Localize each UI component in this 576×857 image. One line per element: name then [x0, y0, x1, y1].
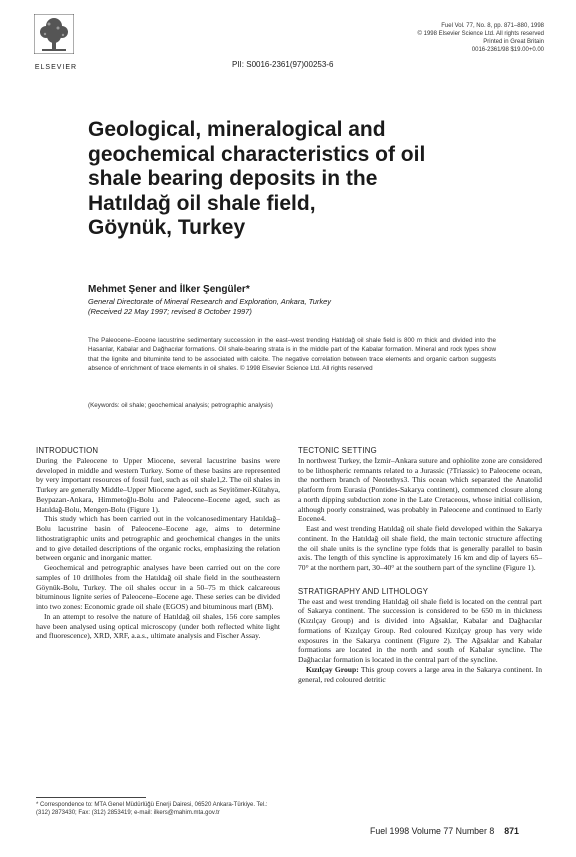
journal-meta-line: 0016-2361/98 $19.00+0.00 [471, 47, 544, 53]
title-line: Geological, mineralogical and [88, 118, 386, 141]
footnote-divider [36, 797, 146, 798]
journal-meta [394, 22, 544, 54]
section-heading-introduction: INTRODUCTION [36, 446, 99, 455]
section-heading-tectonic-setting: TECTONIC SETTING [298, 446, 377, 455]
authors: Mehmet Şener and İlker Şengüler* [88, 284, 250, 295]
title-line: geochemical characteristics of oil [88, 142, 426, 166]
paper-title [88, 118, 488, 241]
right-column [298, 446, 542, 684]
body-paragraph: In northwest Turkey, the İzmir–Ankara suture and ophiolite zone are considered to be lithospheric remnants related to a Jurassic (?Triassic) to Paleocene ocean, the northern branch of Neotethys3. This ocean which separated the Anatolid platform from Eurasia (Pontides-Sakarya continent), commenced closure along a north dipping subduction zone in the Late Cretaceous, whose initial collision, although poorly constrained, was probably in Paleocene and continued to Early Eocene4. [298, 455, 542, 524]
section-heading-stratigraphy: STRATIGRAPHY AND LITHOLOGY [298, 586, 429, 596]
correspondence-footnote: * Correspondence to: MTA Genel Müdürlüğü Enerji Dairesi, 06520 Ankara-Türkiye. Tel.: (312) 2873430; Fax: (312) 2853419; e-mail: ilkers@mahim.mta.gov.tr [36, 802, 268, 817]
affiliation-block [88, 297, 508, 317]
publisher-name: ELSEVIER [34, 64, 78, 71]
body-paragraph [298, 665, 542, 685]
body-paragraph: East and west trending Hatıldağ oil shale field developed within the Sakarya continent. In the Hatıldağ oil shale field, the main tectonic structure affecting the oil shale units is the syncline type folds that is generally parallel to basin axis. The length of this syncline is approximately 16 km and dip of layers 65–70° at the northern part, 30–40° at the southern part of the syncline (Figure 1). [298, 524, 542, 572]
received-dates: (Received 22 May 1997; revised 8 October 1997) [88, 307, 252, 316]
kizilcay-group-term: Kızılçay Group: [306, 664, 359, 674]
footer-journal: Fuel 1998 Volume 77 Number 8 [370, 826, 495, 836]
title-line: Göynük, Turkey [88, 216, 246, 239]
elsevier-tree-logo-icon [34, 14, 74, 54]
title-line: Hatıldağ oil shale field, [88, 191, 316, 215]
pii-code: PII: S0016-2361(97)00253-6 [232, 60, 334, 69]
affiliation: General Directorate of Mineral Research and Exploration, Ankara, Turkey [88, 297, 332, 306]
body-paragraph: During the Paleocene to Upper Miocene, several lacustrine basins were developed in middle and western Turkey. Some of these basins are represented by very important resources of fossil fuel, such as oil shale1,2. The oil shales in Turkey are generally Middle–Upper Miocene aged, such as Seyitömer-Kütahya, Beypazarı-Ankara, Himmetoğlu-Bolu and Paleocene–Eocene aged, such as Hatıldağ-Bolu, Mengen-Bolu (Figure 1). [36, 455, 280, 514]
journal-meta-line: Fuel Vol. 77, No. 8, pp. 871–880, 1998 [441, 23, 544, 29]
page-number: 871 [504, 826, 519, 836]
body-paragraph: The east and west trending Hatıldağ oil shale field is located on the central part of Sakarya continent. The succession is considered to be 650 m in thickness (Kızılçay Group) and is divided into Ağsaklar, Kabalar and Dağhacılar formations of Kızılçay Group. Red coloured Kızılçay group has very wide exposures in the Sakarya continent (Figure 2). The Ağsaklar and Kabalar formations are located in the north and south of Kabalar syncline. The Dağhacılar formation is located in the central part of the syncline. [298, 596, 542, 664]
kizilcay-group-text: This group covers a large area in the Sakarya continent. In general, red coloured detritic [298, 664, 542, 684]
keywords: (Keywords: oil shale; geochemical analysis; petrographic analysis) [88, 402, 273, 409]
journal-meta-line: Printed in Great Britain [483, 39, 544, 45]
title-line: shale bearing deposits in the [88, 167, 378, 190]
left-column [36, 446, 280, 641]
page-footer [370, 826, 519, 836]
body-paragraph: In an attempt to resolve the nature of Hatıldağ oil shales, 156 core samples have been analysed using optical microscopy (under both reflected white light and fluorescence), XRD, XRF, a.a.s., ultimate analysis and Fischer Assay. [36, 611, 280, 641]
body-paragraph: This study which has been carried out in the volcanosedimentary Hatıldağ–Bolu lacustrine basin of Paleocene–Eocene age, aims to determine lithostratigraphic units and petrographic and geochemical changes in the units and to give detailed descriptions of the organic rocks, emphasizing the relation between organic and inorganic matter. [36, 514, 280, 563]
abstract: The Paleocene–Eocene lacustrine sedimentary succession in the east–west trending Hatıldağ oil shale field is 800 m thick and divided into the Hasanlar, Kabalar and Dağhacılar formations. Oil shale-bearing strata is in the middle part of the Kabalar formation. Mineral and rock types show that the lignite and bituminite tend to be associated with calcite. The negative correlation between trace elements and organic carbon suggests absence of enrichment of trace elements in oil shales. © 1998 Elsevier Science Ltd. All rights reserved [88, 337, 496, 373]
body-paragraph: Geochemical and petrographic analyses have been carried out on the core samples of 10 drillholes from the Hatıldağ oil shale field in the southeastern Göynük-Bolu, Turkey. The oil shales occur in a 50–75 m thick calcareous bituminous lignite series of Paleocene–Eocene age. These series can be divided into two zones: Economic grade oil shale (EGOS) and bituminous marl (BM). [36, 563, 280, 611]
journal-meta-line: © 1998 Elsevier Science Ltd. All rights reserved [417, 31, 544, 37]
